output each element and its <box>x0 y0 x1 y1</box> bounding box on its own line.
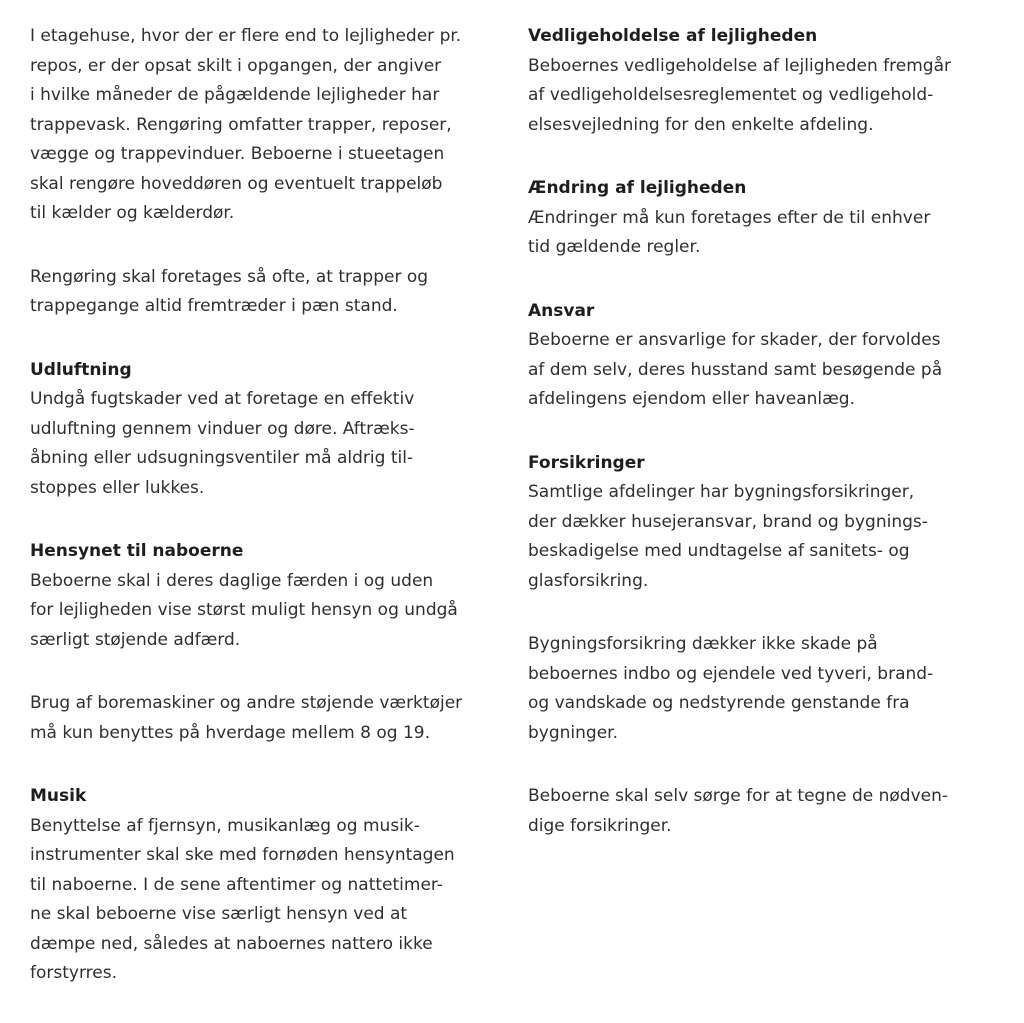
text-line: tid gældende regler. <box>528 237 701 257</box>
text-line: instrumenter skal ske med fornøden hensyntagen <box>30 845 455 865</box>
section-heading: Ændring af lejligheden <box>528 178 747 198</box>
paragraph-tools <box>30 689 510 748</box>
section-heading: Musik <box>30 786 87 806</box>
text-line: i hvilke måneder de pågældende lejligheder har <box>30 85 440 105</box>
text-line: Samtlige afdelinger har bygningsforsikringer, <box>528 482 915 502</box>
section-heading: Ansvar <box>528 300 595 321</box>
paragraph-liability <box>528 326 1008 415</box>
section-aendring <box>528 174 1008 263</box>
text-line: Beboerne skal selv sørge for at tegne de nødven- <box>528 786 949 806</box>
paragraph-alterations <box>528 204 1008 263</box>
section-vedligeholdelse <box>528 22 1008 140</box>
text-line: Beboerne er ansvarlige for skader, der forvoldes <box>528 330 941 350</box>
paragraph-stair-cleaning <box>30 22 510 229</box>
text-line: afdelingens ejendom eller haveanlæg. <box>528 389 856 409</box>
text-line: repos, er der opsat skilt i opgangen, der angiver <box>30 55 442 76</box>
text-line: dige forsikringer. <box>528 815 672 836</box>
text-line: Brug af boremaskiner og andre støjende værktøjer <box>30 693 463 713</box>
text-line: dæmpe ned, således at naboernes nattero ikke <box>30 933 433 954</box>
text-line: til kælder og kælderdør. <box>30 203 235 223</box>
text-line: Benyttelse af fjernsyn, musikanlæg og musik- <box>30 815 420 836</box>
section-udluftning <box>30 356 510 504</box>
text-line: til naboerne. I de sene aftentimer og nattetimer- <box>30 874 443 895</box>
text-line: stoppes eller lukkes. <box>30 477 205 498</box>
text-line: I etagehuse, hvor der er flere end to lejligheder pr. <box>30 26 462 46</box>
text-line: beboernes indbo og ejendele ved tyveri, brand- <box>528 663 934 684</box>
paragraph-ventilation <box>30 385 510 503</box>
section-ansvar <box>528 297 1008 415</box>
text-line: Rengøring skal foretages så ofte, at trapper og <box>30 266 429 287</box>
paragraph-coverage-exclusions <box>528 630 1008 748</box>
paragraph-building-insurance <box>528 478 1008 596</box>
paragraph-own-insurance <box>528 782 1008 841</box>
text-line: beskadigelse med undtagelse af sanitets- og <box>528 541 910 561</box>
text-line: af dem selv, deres husstand samt besøgende på <box>528 359 943 380</box>
left-column <box>30 22 510 1023</box>
section-heading: Vedligeholdelse af lejligheden <box>528 26 818 46</box>
paragraph-consideration <box>30 567 510 656</box>
paragraph-cleaning-frequency <box>30 263 510 322</box>
text-line: særligt støjende adfærd. <box>30 629 241 650</box>
text-line: forstyrres. <box>30 963 117 983</box>
section-musik <box>30 782 510 989</box>
text-line: skal rengøre hoveddøren og eventuelt trappeløb <box>30 173 443 194</box>
text-line: Bygningsforsikring dækker ikke skade på <box>528 634 878 654</box>
text-line: vægge og trappevinduer. Beboerne i stueetagen <box>30 144 445 164</box>
section-heading: Udluftning <box>30 359 132 380</box>
text-line: bygninger. <box>528 722 618 743</box>
paragraph-music <box>30 812 510 989</box>
text-line: Beboerne skal i deres daglige færden i og uden <box>30 570 434 591</box>
text-line: for lejligheden vise størst muligt hensyn og undgå <box>30 600 458 620</box>
text-line: og vandskade og nedstyrende genstande fra <box>528 693 910 713</box>
section-heading: Forsikringer <box>528 452 645 473</box>
text-line: Ændringer må kun foretages efter de til enhver <box>528 207 931 228</box>
text-line: glasforsikring. <box>528 570 649 591</box>
text-line: af vedligeholdelsesreglementet og vedligehold- <box>528 85 934 105</box>
text-line: trappevask. Rengøring omfatter trapper, reposer, <box>30 114 452 135</box>
section-heading: Hensynet til naboerne <box>30 541 244 561</box>
text-line: åbning eller udsugningsventiler må aldrig til- <box>30 448 414 468</box>
text-line: elsesvejledning for den enkelte afdeling. <box>528 114 874 135</box>
text-line: Beboernes vedligeholdelse af lejligheden fremgår <box>528 55 951 76</box>
text-line: Undgå fugtskader ved at foretage en effektiv <box>30 389 415 409</box>
right-column <box>528 22 1008 875</box>
text-line: ne skal beboerne vise særligt hensyn ved at <box>30 904 408 924</box>
paragraph-maintenance <box>528 52 1008 141</box>
text-line: trappegange altid fremtræder i pæn stand. <box>30 296 398 316</box>
text-line: må kun benyttes på hverdage mellem 8 og 19. <box>30 722 430 743</box>
section-forsikringer <box>528 449 1008 842</box>
section-hensynet <box>30 537 510 748</box>
text-line: udluftning gennem vinduer og døre. Aftræks- <box>30 418 415 439</box>
section-intro <box>30 22 510 322</box>
text-line: der dækker husejeransvar, brand og bygnings- <box>528 511 928 532</box>
